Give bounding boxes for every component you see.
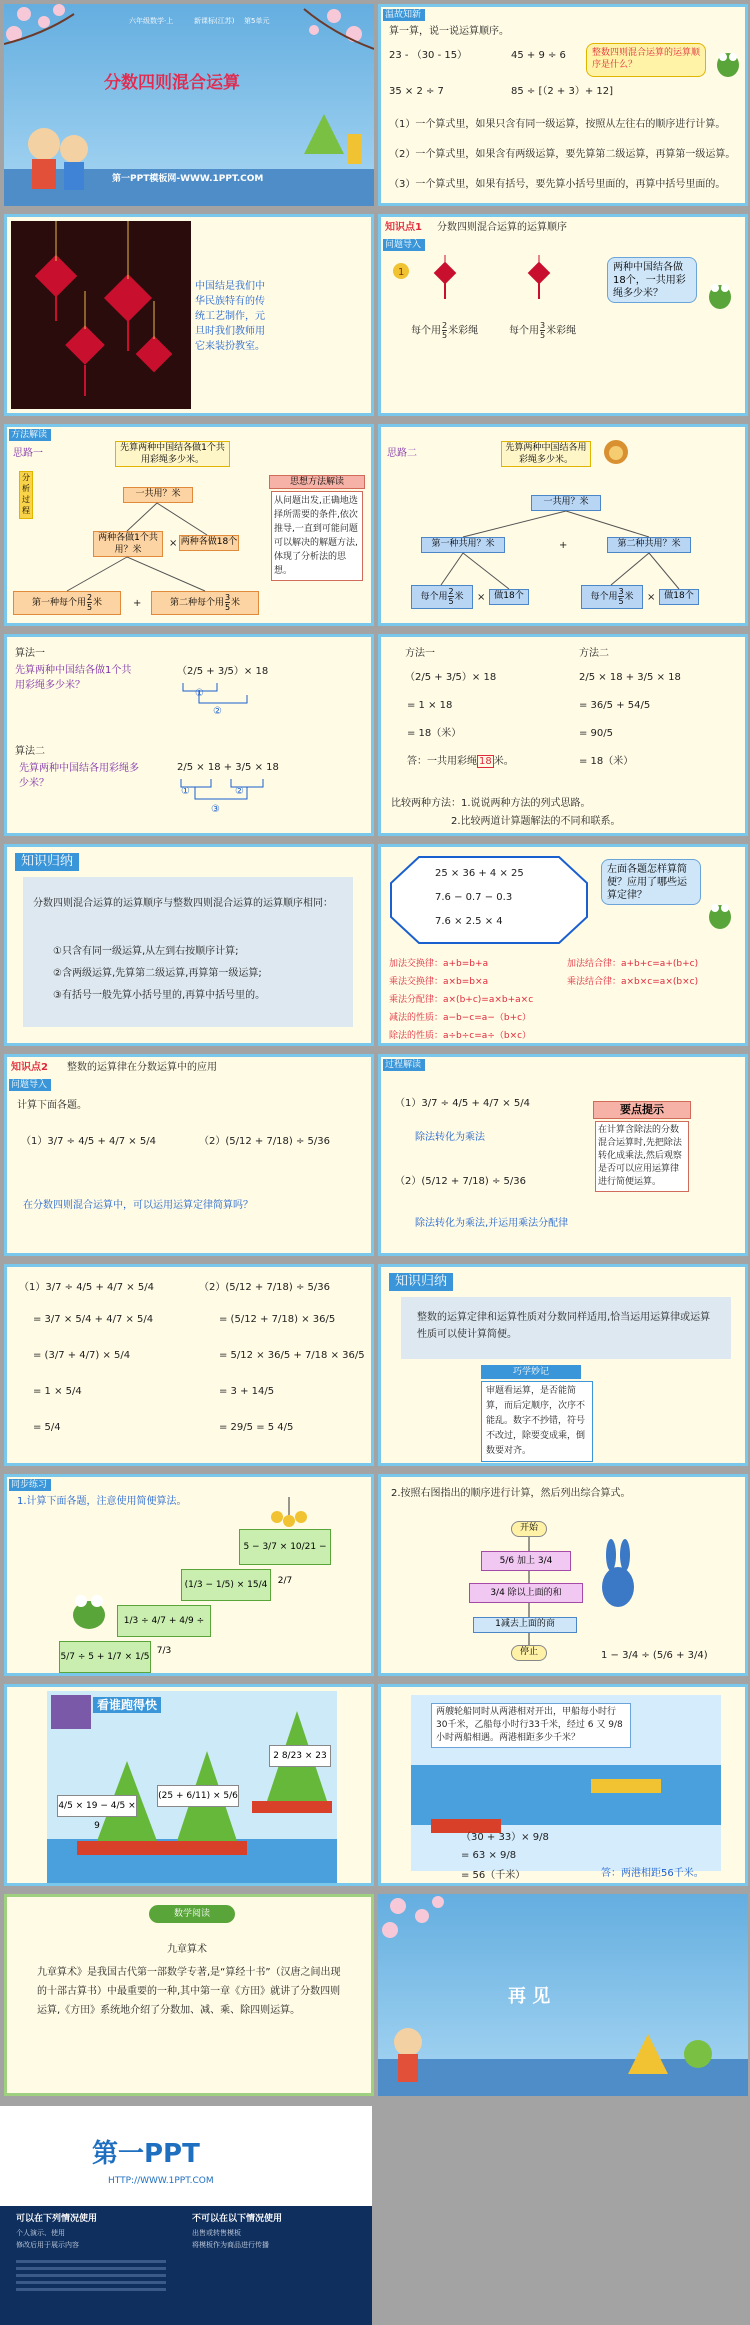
tip-text: 从问题出发,正确地选择所需要的条件,依次推导,一直到可能问题可以解决的解题方法,体现了分析法的思想。 xyxy=(271,491,363,581)
method2-heading: 方法二 xyxy=(579,648,609,659)
alg1-step1: ① xyxy=(195,688,204,699)
alg2-step2: ② xyxy=(235,786,244,797)
both-node: 两种各做1个共用？米 xyxy=(93,531,163,557)
plus-sign: + xyxy=(133,598,142,609)
knot-description: 中国结是我们中华民族特有的传统工艺制作，元旦时我们教师用它来装扮教室。 xyxy=(195,281,265,352)
edition-label: 新课标(江苏) xyxy=(194,17,235,25)
review-question: 算一算，说一说运算顺序。 xyxy=(389,26,509,37)
alg1-label: 算法一 xyxy=(15,648,45,659)
sol2-step1: = (5/12 + 7/18) × 36/5 xyxy=(219,1314,336,1325)
footer-logo: 第一PPT xyxy=(92,2139,200,2169)
second-per-label: 第二种每个用 xyxy=(169,598,224,608)
m1-line3: = 18（米） xyxy=(407,728,462,739)
footer-can-title: 可以在下列情况使用 xyxy=(16,2214,98,2224)
each2-node: 每个用 $\frac{3}{5}$ 米 xyxy=(581,585,643,609)
law-add-assoc: 加法结合律：a+b+c=a+(b+c) xyxy=(567,959,699,969)
total-node: 一共用？米 xyxy=(123,487,193,503)
alg1-expr: （2/5 + 3/5）× 18 xyxy=(177,666,269,677)
flow-start: 开始 xyxy=(511,1521,547,1537)
frog-mascot-icon xyxy=(67,1587,111,1631)
ship-work1: （30 + 33）× 9/8 xyxy=(461,1832,549,1843)
alg2-label: 算法二 xyxy=(15,746,45,757)
sol2-step4: = 29/5 = 5 4/5 xyxy=(219,1422,294,1433)
slide-summary2 xyxy=(378,1264,748,1466)
memo-title: 巧学妙记 xyxy=(481,1365,581,1379)
knot-icon-1 xyxy=(433,255,457,299)
law-expr2: 7.6 − 0.7 − 0.3 xyxy=(435,892,513,903)
sail-expr1: 4/5 × 19 − 4/5 × 9 xyxy=(57,1795,137,1817)
knot-icon-2 xyxy=(527,255,551,299)
law-expr1: 25 × 36 + 4 × 25 xyxy=(435,868,524,879)
alg1-desc: 先算两种中国结各做1个共用彩绳多少米？ xyxy=(15,665,132,691)
footer-can-1: 个人演示、使用 xyxy=(16,2229,65,2237)
flow-step1: 5/6 加上 3/4 xyxy=(481,1551,571,1571)
compare-1: 比较两种方法：1.说说两种方法的列式思路。 xyxy=(391,798,591,809)
slide-goodbye xyxy=(378,1894,748,2096)
slide-point2-intro xyxy=(4,1054,374,1256)
answer-prefix: 答：一共用彩绳 xyxy=(407,756,477,767)
sol1-step1: = 3/7 × 5/4 + 4/7 × 5/4 xyxy=(33,1314,154,1325)
point2-title: 整数的运算律在分数运算中的应用 xyxy=(67,1062,217,1073)
footer-can-2: 修改后用于展示内容 xyxy=(16,2241,79,2249)
sol1-step2: = (3/7 + 4/7) × 5/4 xyxy=(33,1350,131,1361)
answer-line xyxy=(407,755,514,769)
each1-unit: 米 xyxy=(454,592,464,602)
knot1-num: 2 xyxy=(442,321,448,330)
rule-2: （2）一个算式里，如果含有两级运算，要先算第二级运算，再算第一级运算。 xyxy=(389,149,736,160)
law-div: 除法的性质：a÷b÷c=a÷（b×c） xyxy=(389,1031,532,1041)
times2b: × xyxy=(647,592,656,603)
slide-solutions xyxy=(4,1264,374,1466)
slide-practice1 xyxy=(4,1474,374,1676)
second-per-node: 第二种每个用 $\frac{3}{5}$ 米 xyxy=(151,591,259,615)
law-mul-comm: 乘法交换律：a×b=b×a xyxy=(389,977,489,987)
step-box-3: 1/3 ÷ 4/7 + 4/9 ÷ 7/3 xyxy=(117,1605,211,1637)
knot1-suffix: 米彩绳 xyxy=(448,325,479,337)
m2-line1: 2/5 × 18 + 3/5 × 18 xyxy=(579,672,681,683)
question-bubble: 两种中国结各做18个，一共用彩绳多少米？ xyxy=(607,257,697,303)
slide-summary1 xyxy=(4,844,374,1046)
analysis-label: 分析过程 xyxy=(19,471,33,519)
answer-number: 18 xyxy=(479,756,492,767)
answer-unit: 米。 xyxy=(493,756,514,767)
sol2-step3: = 3 + 14/5 xyxy=(219,1386,275,1397)
alg1-step2: ② xyxy=(213,706,222,717)
method1-heading: 方法一 xyxy=(405,648,435,659)
think2-label: 思路二 xyxy=(387,448,417,459)
calc-expr2: （2）(5/12 + 7/18) ÷ 5/36 xyxy=(199,1136,331,1147)
ship-work3: = 56（千米） xyxy=(461,1870,526,1881)
slide-algorithms xyxy=(4,634,374,836)
m2-line2: = 36/5 + 54/5 xyxy=(579,700,651,711)
plus2-sign: + xyxy=(559,540,568,551)
part2-node: 第二种共用？米 xyxy=(607,537,691,553)
goodbye-scene xyxy=(378,1894,748,2096)
footer-cannot-title: 不可以在以下情况使用 xyxy=(192,2214,283,2224)
expr-4: 85 ÷ [（2 + 3）+ 12] xyxy=(511,86,614,97)
svg-text:1: 1 xyxy=(398,267,405,278)
summary2-title: 知识归纳 xyxy=(389,1273,453,1291)
knot1-length xyxy=(411,321,478,340)
slide-method1-tree xyxy=(4,424,374,626)
tip2-title: 要点提示 xyxy=(593,1101,691,1119)
point1-label: 知识点1 xyxy=(385,222,422,233)
flow-step2: 3/4 除以上面的和 xyxy=(469,1583,583,1603)
slide-method2-tree xyxy=(378,424,748,626)
slide-review xyxy=(378,4,748,206)
times2a: × xyxy=(477,592,486,603)
goodbye-title: 再 见 xyxy=(508,1986,551,2007)
flow-arrows xyxy=(381,1477,748,1676)
count-node: 两种各做18个 xyxy=(179,535,239,551)
total2-node: 一共用？米 xyxy=(531,495,601,511)
slide-sailboats xyxy=(4,1684,374,1886)
part1-node: 第一种共用？米 xyxy=(421,537,505,553)
flow-result: 1 − 3/4 ÷ (5/6 + 3/4) xyxy=(601,1650,708,1661)
summary2-text: 整数的运算定律和运算性质对分数同样适用,恰当运用运算律或运算性质可以使计算简便。 xyxy=(417,1312,711,1340)
alg2-step3: ③ xyxy=(211,804,220,815)
point2-label: 知识点2 xyxy=(11,1062,48,1073)
rule-3: （3）一个算式里，如果有括号，要先算小括号里面的，再算中括号里面的。 xyxy=(389,179,726,190)
expr-3: 35 × 2 ÷ 7 xyxy=(389,86,444,97)
sol1-step4: = 5/4 xyxy=(33,1422,61,1433)
flow-step3: 1减去上面的商 xyxy=(473,1617,577,1633)
calc-question: 计算下面各题。 xyxy=(17,1100,87,1111)
footer-ad xyxy=(0,2106,372,2325)
laws-bubble: 左面各题怎样算简便？应用了哪些运算定律？ xyxy=(601,859,701,905)
step-box-2: (1/3 − 1/5) × 15/4 xyxy=(181,1569,271,1601)
footer-links xyxy=(16,2256,356,2316)
tip-title: 思想方法解读 xyxy=(269,475,365,489)
site-footer-text: 第一PPT模板网-WWW.1PPT.COM xyxy=(112,174,264,184)
summary1-item3: ③有括号一般先算小括号里的,再算中括号里的。 xyxy=(53,990,266,1001)
sol2-step2: = 5/12 × 36/5 + 7/18 × 36/5 xyxy=(219,1350,365,1361)
law-expr3: 7.6 × 2.5 × 4 xyxy=(435,916,503,927)
slide-knot-photo xyxy=(4,214,374,416)
intro2-tag: 问题导入 xyxy=(9,1079,51,1091)
race-banner: 看谁跑得快 xyxy=(93,1697,161,1713)
calc-ask: 在分数四则混合运算中，可以运用运算定律简算吗？ xyxy=(23,1200,253,1211)
step-box-4: 5/7 ÷ 5 + 1/7 × 1/5 xyxy=(59,1641,151,1673)
grade-label: 六年级数学·上 xyxy=(129,17,174,25)
frog-mascot-icon xyxy=(705,897,735,931)
review-tag: 温故知新 xyxy=(383,9,425,21)
second-per-unit: 米 xyxy=(231,598,241,608)
process-tag: 过程解读 xyxy=(383,1059,425,1071)
frog-mascot-icon xyxy=(713,47,743,79)
lamp-icon xyxy=(269,1497,309,1527)
sol2-step0: （2）(5/12 + 7/18) ÷ 5/36 xyxy=(199,1282,331,1293)
flow-stop: 停止 xyxy=(511,1645,547,1661)
reading-banner: 数学阅读 xyxy=(149,1905,235,1923)
footer-cannot-1: 出售或转售模板 xyxy=(192,2229,241,2237)
step-box-1: 5 − 3/7 × 10/21 − 2/7 xyxy=(239,1529,331,1565)
practice1-question: 1.计算下面各题，注意使用简便算法。 xyxy=(17,1496,187,1507)
m2-line4: = 18（米） xyxy=(579,756,634,767)
knot2-num: 3 xyxy=(540,321,546,330)
reading-title: 九章算术 xyxy=(167,1944,207,1955)
slide-process xyxy=(378,1054,748,1256)
ship-problem-text: 两艘轮船同时从两港相对开出，甲船每小时行30千米，乙船每小时行33千米，经过 6 又 9/8 小时两船相遇。两港相距多少千米？ xyxy=(431,1703,631,1748)
compare-2: 2.比较两道计算题解法的不同和联系。 xyxy=(451,816,621,827)
alg2-expr: 2/5 × 18 + 3/5 × 18 xyxy=(177,762,279,773)
each2-label: 每个用 xyxy=(590,592,618,602)
each1-node: 每个用 $\frac{2}{5}$ 米 xyxy=(411,585,473,609)
method-tag: 方法解读 xyxy=(9,429,51,441)
ship-answer: 答：两港相距56千米。 xyxy=(601,1868,704,1879)
slide-laws xyxy=(378,844,748,1046)
first-per-label: 第一种每个用 xyxy=(31,598,86,608)
flow-question: 2.按照右图指出的顺序进行计算，然后列出综合算式。 xyxy=(391,1488,631,1499)
law-sub: 减法的性质：a−b−c=a−（b+c） xyxy=(389,1013,532,1023)
m1-line2: = 1 × 18 xyxy=(407,700,453,711)
each1-label: 每个用 xyxy=(420,592,448,602)
lion-mascot-icon xyxy=(601,437,631,467)
slide-ship-problem xyxy=(378,1684,748,1886)
law-add-comm: 加法交换律：a+b=b+a xyxy=(389,959,489,969)
sol1-step3: = 1 × 5/4 xyxy=(33,1386,82,1397)
law-distrib: 乘法分配律：a×(b+c)=a×b+a×c xyxy=(389,995,534,1005)
knot1-den: 5 xyxy=(442,331,448,340)
slide-main-title: 分数四则混合运算 xyxy=(104,73,240,93)
calc-expr1: （1）3/7 ÷ 4/5 + 4/7 × 5/4 xyxy=(21,1136,156,1147)
sail-expr3: 2 8/23 × 23 xyxy=(269,1745,331,1767)
rabbit-mascot-icon xyxy=(593,1537,643,1617)
footer-cannot-2: 将模板作为商品进行传播 xyxy=(192,2241,269,2249)
summary1-item1: ①只含有同一级运算,从左到右按顺序计算; xyxy=(53,946,239,957)
knot1-prefix: 每个用 xyxy=(411,325,441,337)
chinese-knot-photo xyxy=(11,221,191,409)
proc-note1: 除法转化为乘法 xyxy=(415,1132,485,1143)
slide-reading xyxy=(4,1894,374,2096)
expr-1: 23 - （30 - 15） xyxy=(389,50,468,61)
expr-2: 45 + 9 ÷ 6 xyxy=(511,50,566,61)
count1-node: 做18个 xyxy=(489,589,529,605)
law-mul-assoc: 乘法结合律：a×b×c=a×(b×c) xyxy=(567,977,699,987)
goal2-box: 先算两种中国结各用彩绳多少米。 xyxy=(501,441,591,467)
slide-flowchart xyxy=(378,1474,748,1676)
proc-expr1: （1）3/7 ÷ 4/5 + 4/7 × 5/4 xyxy=(395,1098,530,1109)
sail-expr2: (25 + 6/11) × 5/6 xyxy=(157,1785,239,1807)
tip2-text: 在计算含除法的分数混合运算时,先把除法转化成乘法,然后观察是否可以应用运算律进行简便运算。 xyxy=(595,1121,689,1192)
knot2-length xyxy=(509,321,576,340)
slide-two-methods xyxy=(378,634,748,836)
reading-text: 九章算术》是我国古代第一部数学专著,是“算经十书”（汉唐之间出现的十部古算书）中最重要的一种,其中第一章《方田》就讲了分数四则运算,《方田》系统地介绍了分数加、减、乘、除四则运算。 xyxy=(37,1967,341,2016)
number-one-icon xyxy=(391,261,411,289)
slide-title xyxy=(4,4,374,206)
footer-url[interactable]: HTTP://WWW.1PPT.COM xyxy=(108,2176,214,2186)
alg2-order-brackets xyxy=(177,777,277,817)
sol1-step0: （1）3/7 ÷ 4/5 + 4/7 × 5/4 xyxy=(19,1282,154,1293)
goal1-box: 先算两种中国结各做1个共用彩绳多少米。 xyxy=(115,441,230,467)
alg2-step1: ① xyxy=(181,786,190,797)
alg2-desc: 先算两种中国结各用彩绳多少米？ xyxy=(19,763,139,789)
proc-expr2: （2）(5/12 + 7/18) ÷ 5/36 xyxy=(395,1176,527,1187)
memo-text: 审题看运算，是否能简算，而后定顺序，次序不能乱。数字不抄错，符号不改过，除要变成乘，倒数要对齐。 xyxy=(481,1381,593,1462)
intro-tag: 问题导入 xyxy=(383,239,425,251)
summary1-title: 知识归纳 xyxy=(15,853,79,871)
knot2-prefix: 每个用 xyxy=(509,325,539,337)
slide-point1-intro xyxy=(378,214,748,416)
summary1-lead: 分数四则混合运算的运算顺序与整数四则混合运算的运算顺序相同： xyxy=(33,898,333,909)
ship-work2: = 63 × 9/8 xyxy=(461,1850,517,1861)
m1-line1: （2/5 + 3/5）× 18 xyxy=(405,672,497,683)
think1-label: 思路一 xyxy=(13,448,43,459)
frog-mascot-icon xyxy=(705,277,735,311)
count2-node: 做18个 xyxy=(659,589,699,605)
knot2-suffix: 米彩绳 xyxy=(546,325,577,337)
m2-line3: = 90/5 xyxy=(579,728,614,739)
proc-note2: 除法转化为乘法,并运用乘法分配律 xyxy=(415,1218,569,1229)
first-per-unit: 米 xyxy=(93,598,103,608)
practice-tag: 同步练习 xyxy=(9,1479,51,1491)
rule-1: （1）一个算式里，如果只含有同一级运算，按照从左往右的顺序进行计算。 xyxy=(389,119,726,130)
point1-title: 分数四则混合运算的运算顺序 xyxy=(437,222,567,233)
each2-unit: 米 xyxy=(624,592,634,602)
knot2-den: 5 xyxy=(540,331,546,340)
review-bubble: 整数四则混合运算的运算顺序是什么？ xyxy=(586,43,706,77)
unit-label: 第5单元 xyxy=(244,17,270,25)
times-sign: × xyxy=(169,538,178,549)
first-per-node: 第一种每个用 $\frac{2}{5}$ 米 xyxy=(13,591,121,615)
summary1-item2: ②含两级运算,先算第二级运算,再算第一级运算; xyxy=(53,968,262,979)
